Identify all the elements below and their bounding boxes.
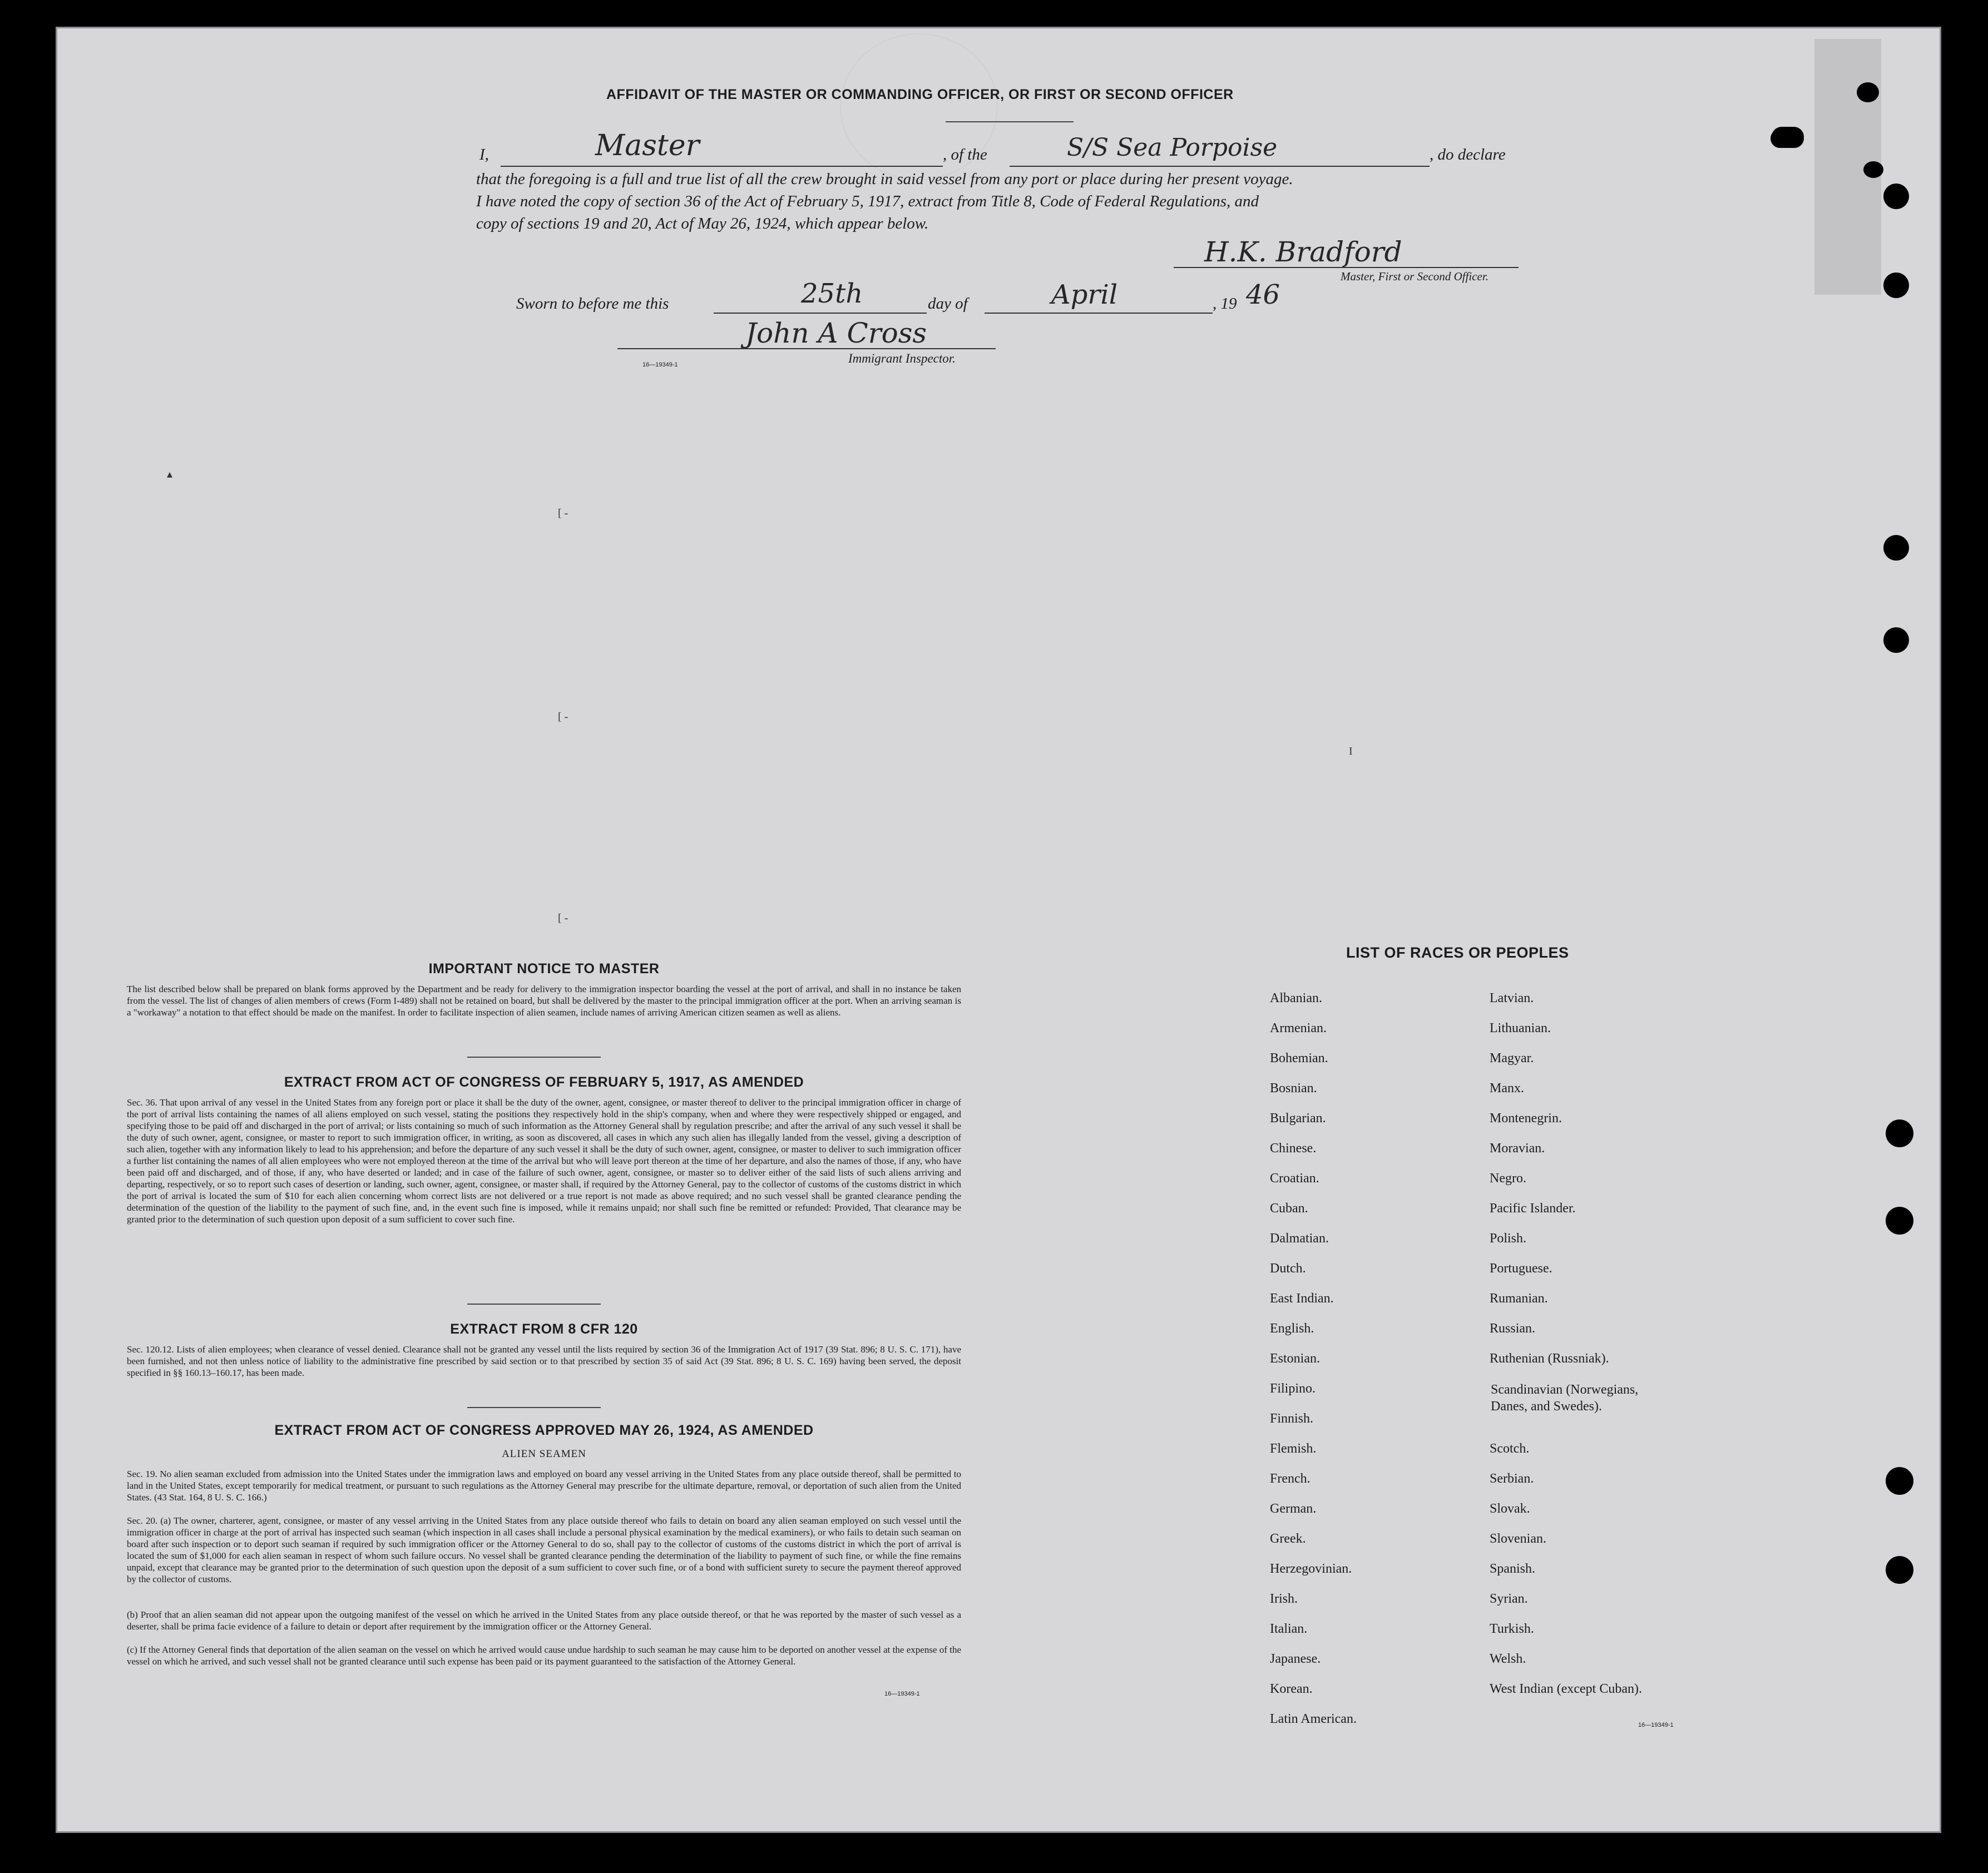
race-item: Irish. — [1270, 1592, 1298, 1606]
race-item: Flemish. — [1270, 1441, 1317, 1456]
vessel-line — [1010, 166, 1430, 167]
race-item: Chinese. — [1270, 1141, 1317, 1156]
inspector-signature: John A Cross — [745, 317, 927, 349]
master-handwritten: Master — [595, 129, 700, 162]
race-item: East Indian. — [1270, 1291, 1334, 1306]
punch-hole — [1883, 535, 1909, 561]
race-item: Italian. — [1270, 1622, 1308, 1636]
punch-hole — [1857, 82, 1879, 102]
divider — [467, 1304, 601, 1305]
race-item: Albanian. — [1270, 991, 1322, 1005]
race-item: Croatian. — [1270, 1171, 1319, 1186]
race-item: Dalmatian. — [1270, 1231, 1329, 1246]
race-item: Bulgarian. — [1270, 1111, 1326, 1126]
stray-mark: I — [1349, 745, 1353, 757]
sec-20b-text: (b) Proof that an alien seaman did not appear upon the outgoing manifest of the vessel on which he arrived in the United States from any place outside thereof, or that he was reported by the master of such vessel as a deserter, shall be prima facie evidence of a failure to detain or deport after requirement by the immigration officer or the Attorney General. — [127, 1609, 961, 1632]
form-number: 16—19349-1 — [642, 361, 678, 368]
divider — [946, 121, 1074, 122]
affidavit-line-4: copy of sections 19 and 20, Act of May 26, 1924, which appear below. — [476, 215, 929, 232]
race-item: Russian. — [1490, 1321, 1536, 1336]
extract-form-number: 16—19349-1 — [884, 1691, 920, 1697]
punch-hole — [1886, 1556, 1913, 1584]
race-item: Scotch. — [1490, 1441, 1530, 1456]
extract-cfr-title: EXTRACT FROM 8 CFR 120 — [450, 1321, 638, 1337]
affidavit-title: AFFIDAVIT OF THE MASTER OR COMMANDING OFFICER, OR FIRST OR SECOND OFFICER — [606, 87, 1234, 102]
race-item: Latvian. — [1490, 991, 1534, 1005]
race-item: Bosnian. — [1270, 1081, 1317, 1096]
punch-hole — [1886, 1207, 1913, 1235]
punch-hole — [1886, 1467, 1913, 1495]
inspector-label: Immigrant Inspector. — [848, 351, 956, 365]
race-item: Negro. — [1490, 1171, 1526, 1186]
month-line — [985, 313, 1213, 314]
vessel-handwritten: S/S Sea Porpoise — [1067, 133, 1278, 162]
race-item: Cuban. — [1270, 1201, 1308, 1216]
sworn-label: Sworn to before me this — [516, 295, 669, 313]
extract-cfr-text: Sec. 120.12. Lists of alien employees; when clearance of vessel denied. Clearance shall not be granted any vessel until the lists required by section 36 of the Immigration Act of 1917 (39 Stat. 896; 8 U. S. C. 171), have been furnished, and not then unless notice of liability to the administrative fine prescribed by said section or to that prescribed by section 35 of said Act (39 Stat. 896; 8 U. S. C. 169) having been served, the deposit specified in §§ 160.13–160.17, has been made. — [127, 1344, 961, 1378]
race-item: Latin American. — [1270, 1712, 1357, 1726]
do-declare-label: , do declare — [1430, 146, 1506, 163]
punch-hole — [1883, 627, 1909, 653]
races-title: LIST OF RACES OR PEOPLES — [1346, 944, 1569, 961]
race-item: Portuguese. — [1490, 1261, 1552, 1276]
race-item: Spanish. — [1490, 1562, 1536, 1576]
day-line — [714, 313, 927, 314]
signer-label: Master, First or Second Officer. — [1341, 270, 1488, 283]
races-form-number: 16—19349-1 — [1638, 1722, 1674, 1728]
sec-20c-text: (c) If the Attorney General finds that deportation of the alien seaman on the vessel on which he arrived would cause undue hardship to such seaman he may cause him to be deported on another vessel at the expense of the vessel on which he arrived, and such vessel shall not be granted clearance until such expense has been paid or its payment guaranteed to the satisfaction of the Attorney General. — [127, 1644, 961, 1667]
year-handwritten: 46 — [1246, 279, 1280, 310]
day-of-label: day of — [928, 295, 968, 313]
race-item: Ruthenian (Russniak). — [1490, 1351, 1609, 1366]
race-item: German. — [1270, 1502, 1317, 1516]
notice-title: IMPORTANT NOTICE TO MASTER — [428, 961, 660, 977]
race-item: West Indian (except Cuban). — [1490, 1682, 1642, 1696]
race-item: Turkish. — [1490, 1622, 1534, 1636]
race-item: Armenian. — [1270, 1021, 1327, 1035]
race-item: English. — [1270, 1321, 1314, 1336]
race-item: Estonian. — [1270, 1351, 1320, 1366]
i-label: I, — [479, 146, 489, 163]
race-item: Filipino. — [1270, 1381, 1316, 1396]
race-item: Montenegrin. — [1490, 1111, 1562, 1126]
of-the-label: , of the — [943, 146, 987, 163]
officer-signature: H.K. Bradford — [1204, 236, 1402, 268]
punch-hole — [1771, 129, 1804, 148]
race-item: Syrian. — [1490, 1592, 1528, 1606]
day-handwritten: 25th — [801, 278, 863, 309]
race-item: Slovak. — [1490, 1502, 1530, 1516]
races-left-column — [1270, 991, 1504, 1742]
race-item: Welsh. — [1490, 1652, 1526, 1666]
notice-text: The list described below shall be prepared on blank forms approved by the Department and be ready for delivery to the immigration inspector boarding the vessel at the port of arrival, and shall in no instance be taken from the vessel. The list of changes of alien members of crews (Form I-489) shall not be retained on board, but shall be delivered by the master to the principal immigration officer at the port. When an arriving seaman is a "workaway" a notation to that effect should be made on the manifest. In order to facilitate inspection of alien seamen, include names of arriving American citizen seamen as well as aliens. — [127, 984, 961, 1018]
race-item: Manx. — [1490, 1081, 1524, 1096]
extract-1917-text: Sec. 36. That upon arrival of any vessel in the United States from any foreign port or place it shall be the duty of the owner, agent, consignee, or master thereof to deliver to the principal immigration officer in charge of the port of arrival lists containing the names of all aliens employed on such vessel, stating the positions they respectively hold in the ship's company, when and where they were respectively shipped or engaged, and specifying those to be paid off and discharged in the port of arrival; or lists containing so much of such information as the Attorney General shall by regulation prescribe; and after the arrival of any such vessel it shall be the duty of such owner, agent, consignee, or master to report to such immigration officer, in writing, as soon as discovered, all cases in which any such alien has illegally landed from the vessel, giving a description of such alien, together with any information likely to lead to his apprehension; and before the departure of any such vessel it shall be the duty of such owner, agent, consignee, or master to deliver to such immigration officer a further list containing the names of all alien employees who were not employed thereon at the time of the arrival but who will leave port thereon at the time of her departure, and also the names of those, if any, who have been paid off and discharged, and of those, if any, who have deserted or landed; and in case of the failure of such owner, agent, consignee, or master so to deliver either of the said lists of such aliens arriving and departing, respectively, or so to report such cases of desertion or landing, such owner, agent, consignee, or master shall, if required by the Attorney General, pay to the collector of customs of the customs district in which the port of arrival is located the sum of $10 for each alien concerning whom correct lists are not delivered or a true report is not made as above required; and no such vessel shall be granted clearance pending the determination of the question of the liability to the payment of such fine, and, in the event such fine is imposed, while it remains unpaid; nor shall such fine be remitted or refunded: Provided, That clearance may be granted prior to the determination of such question upon deposit of a sum sufficient to cover such fine. — [127, 1097, 961, 1225]
race-item: Magyar. — [1490, 1051, 1534, 1066]
extract-1924-title: EXTRACT FROM ACT OF CONGRESS APPROVED MAY 26, 1924, AS AMENDED — [274, 1423, 814, 1438]
stray-mark: [ - — [558, 711, 568, 723]
punch-hole — [1883, 184, 1909, 209]
extract-1924-subtitle: ALIEN SEAMEN — [502, 1448, 586, 1460]
race-item: Scandinavian (Norwegians, Danes, and Swedes). — [1491, 1383, 1639, 1414]
divider — [467, 1407, 601, 1408]
month-handwritten: April — [1051, 279, 1118, 310]
year-prefix: , 19 — [1213, 295, 1237, 313]
stray-mark: [ - — [558, 507, 568, 519]
punch-hole — [1863, 161, 1883, 178]
affidavit-line-3: I have noted the copy of section 36 of the Act of February 5, 1917, extract from Title 8, Code of Federal Regulations, and — [476, 192, 1259, 210]
race-item: Serbian. — [1490, 1471, 1534, 1486]
master-line — [501, 166, 943, 167]
race-item: Dutch. — [1270, 1261, 1306, 1276]
stray-mark: [ - — [558, 912, 568, 924]
race-item: Herzegovinian. — [1270, 1562, 1352, 1576]
signature-line — [1174, 267, 1519, 268]
sec-19-text: Sec. 19. No alien seaman excluded from admission into the United States under the immigration laws and employed on board any vessel arriving in the United States from any place outside thereof, shall be permitted to land in the United States, except temporarily for medical treatment, or pursuant to such regulations as the Attorney General may prescribe for the ultimate departure, removal, or deportation of such alien from the United States. (43 Stat. 164, 8 U. S. C. 166.) — [127, 1469, 961, 1503]
punch-hole — [1886, 1119, 1913, 1147]
inspector-line — [617, 348, 996, 349]
race-item: Korean. — [1270, 1682, 1313, 1696]
race-item: Bohemian. — [1270, 1051, 1328, 1066]
race-item: Moravian. — [1490, 1141, 1545, 1156]
race-item: Finnish. — [1270, 1411, 1314, 1426]
race-item: Slovenian. — [1490, 1532, 1546, 1546]
stray-mark: ▴ — [167, 468, 173, 480]
race-item: Lithuanian. — [1490, 1021, 1551, 1035]
race-item: Japanese. — [1270, 1652, 1321, 1666]
sec-20a-text: Sec. 20. (a) The owner, charterer, agent, consignee, or master of any vessel arriving in the United States from any place outside thereof who fails to detain on board any alien seaman employed on such vessel until the immigration officer in charge at the port of arrival has inspected such seaman (which inspection in all cases shall include a personal physical examination by the medical examiners), or who fails to detain such seaman on board after such inspection or to deport such seaman if required by such immigration officer or the Attorney General to do so, shall pay to the collector of customs of the customs district in which the port of arrival is located the sum of $1,000 for each alien seaman in respect of whom such failure occurs. No vessel shall be granted clearance pending the determination of the liability to payment of such fine, or while the fine remains unpaid, except that clearance may be granted prior to the determination of such question upon the deposit of a sum sufficient to cover such fine, or of a bond with sufficient surety to secure the payment thereof approved by the collector of customs. — [127, 1515, 961, 1584]
race-item: Greek. — [1270, 1532, 1306, 1546]
extract-1917-title: EXTRACT FROM ACT OF CONGRESS OF FEBRUARY 5, 1917, AS AMENDED — [284, 1074, 804, 1090]
race-item: Rumanian. — [1490, 1291, 1548, 1306]
punch-hole — [1883, 272, 1909, 298]
divider — [467, 1057, 601, 1058]
affidavit-line-2: that the foregoing is a full and true list of all the crew brought in said vessel from any port or place during her present voyage. — [476, 170, 1293, 188]
races-right-column — [1490, 991, 1712, 1712]
race-item: Polish. — [1490, 1231, 1527, 1246]
race-item: Pacific Islander. — [1490, 1201, 1576, 1216]
race-item: French. — [1270, 1471, 1311, 1486]
